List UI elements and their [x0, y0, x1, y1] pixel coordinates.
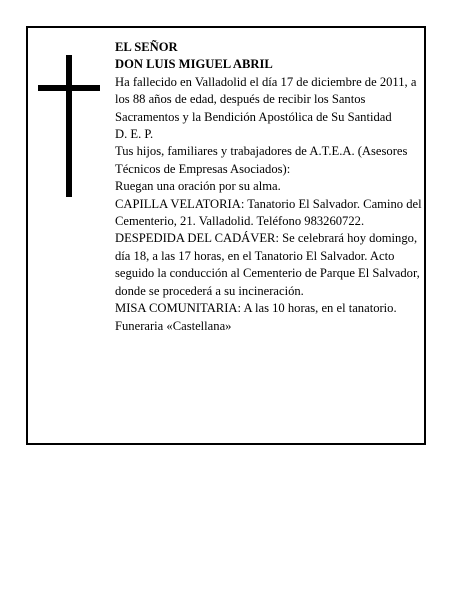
death-info: Ha fallecido en Valladolid el día 17 de diciembre de 2011, a los 88 años de edad, después de recibir los Santos Sacramentos y la Bendición Apostólica de Su Santidad	[115, 74, 417, 124]
chapel-info: CAPILLA VELATORIA: Tanatorio El Salvador. Camino del Cementerio, 21. Valladolid. Teléfono 983260722.	[115, 196, 422, 229]
farewell-info: DESPEDIDA DEL CADÁVER: Se celebrará hoy domingo, día 18, a las 17 horas, en el Tanatorio El Salvador. Acto seguido la conducción al Cementerio de Parque El Salvador, donde se procederá a su incineración.	[115, 231, 420, 298]
mass-info: MISA COMUNITARIA: A las 10 horas, en el tanatorio.	[115, 301, 397, 316]
deceased-name: DON LUIS MIGUEL ABRIL	[115, 57, 273, 72]
notice-title-line1: EL SEÑOR	[115, 40, 178, 54]
prayer-text: Ruegan una oración por su alma.	[115, 179, 281, 194]
obituary-notice	[26, 26, 426, 445]
notice-body	[115, 39, 423, 335]
cross-vertical-bar	[66, 55, 72, 197]
latin-cross-icon	[38, 55, 100, 197]
funeral-home: Funeraria «Castellana»	[115, 318, 232, 333]
cross-horizontal-bar	[38, 85, 100, 91]
family-text: Tus hijos, familiares y trabajadores de A.T.E.A. (Asesores Técnicos de Empresas Asociados):	[115, 144, 408, 176]
rip-text: D. E. P.	[115, 127, 154, 142]
